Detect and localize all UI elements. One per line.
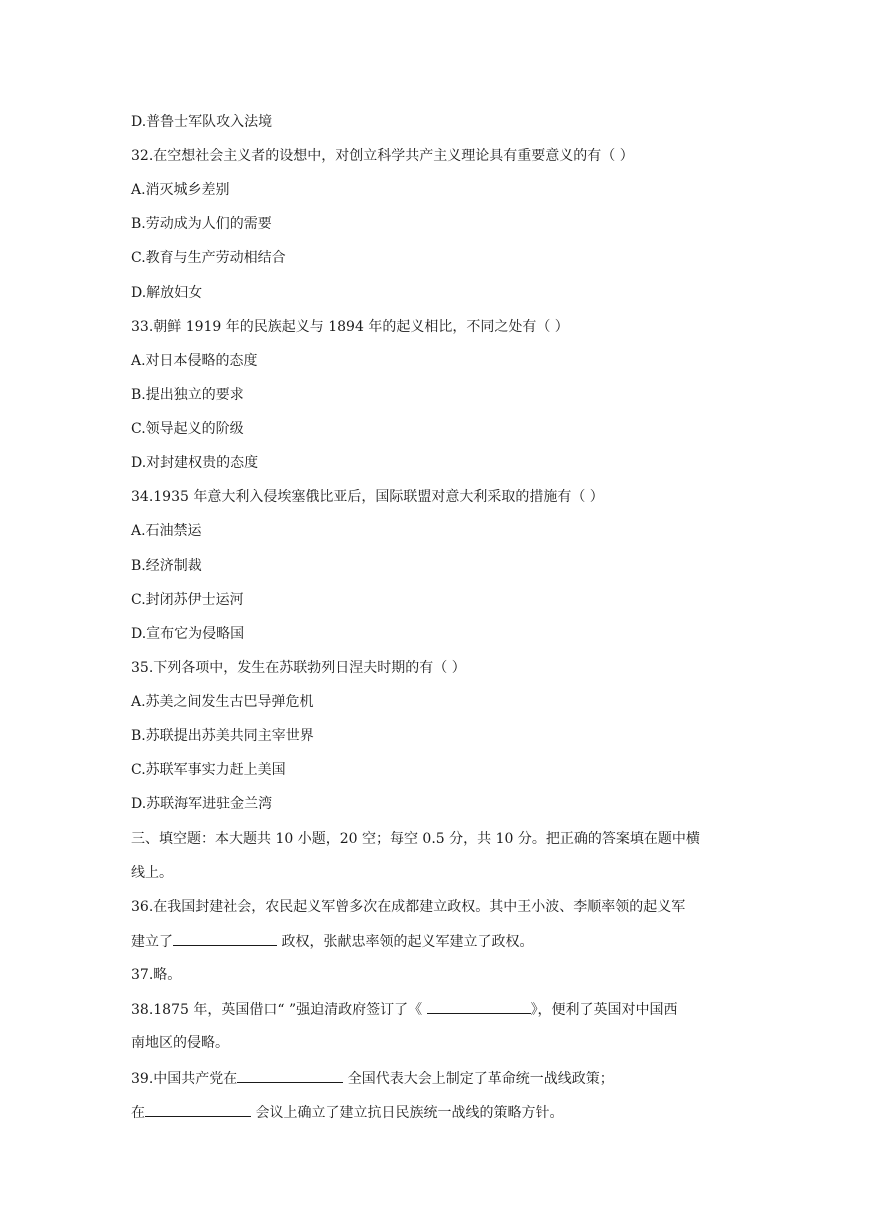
q38-line1-suffix: 》，便利了英国对中国西	[530, 1002, 678, 1018]
section3-heading-line2: 线上。	[131, 865, 173, 881]
q32-stem: 32.在空想社会主义者的设想中，对创立科学共产主义理论具有重要意义的有（ ）	[131, 148, 634, 164]
q32-option-c: C.教育与生产劳动相结合	[131, 250, 286, 266]
q33-option-a: A.对日本侵略的态度	[131, 353, 258, 369]
q32-option-b: B.劳动成为人们的需要	[131, 216, 272, 232]
q38-line2: 南地区的侵略。	[131, 1035, 229, 1051]
q38-line1-prefix: 38.1875 年，英国借口“ ”强迫清政府签订了《	[131, 1002, 427, 1018]
q39-line2	[131, 1102, 563, 1122]
q39-blank-2	[145, 1102, 251, 1117]
q35-option-b: B.苏联提出苏美共同主宰世界	[131, 728, 314, 744]
q33-option-b: B.提出独立的要求	[131, 387, 244, 403]
q39-line1-prefix: 39.中国共产党在	[131, 1071, 238, 1087]
q34-option-b: B.经济制裁	[131, 558, 202, 574]
q34-option-d: D.宣布它为侵略国	[131, 626, 245, 642]
q36-line1: 36.在我国封建社会，农民起义军曾多次在成都建立政权。其中王小波、李顺率领的起义军	[131, 899, 686, 915]
q37-text: 37.略。	[131, 967, 182, 983]
q33-option-c: C.领导起义的阶级	[131, 421, 244, 437]
q39-line1	[131, 1068, 614, 1088]
q31-option-d: D.普鲁士军队攻入法境	[131, 114, 273, 130]
q39-line1-suffix: 全国代表大会上制定了革命统一战线政策；	[343, 1071, 614, 1087]
q32-option-d: D.解放妇女	[131, 285, 203, 301]
q35-stem: 35.下列各项中，发生在苏联勃列日涅夫时期的有（ ）	[131, 660, 466, 676]
q39-blank-1	[237, 1068, 343, 1083]
q38-line1	[131, 999, 678, 1019]
q38-blank-1	[427, 999, 531, 1014]
q39-line2-prefix: 在	[131, 1105, 145, 1121]
section3-heading-line1: 三、填空题：本大题共 10 小题，20 空；每空 0.5 分，共 10 分。把正确的答案填在题中横	[131, 831, 700, 847]
q33-option-d: D.对封建权贵的态度	[131, 455, 259, 471]
q35-option-a: A.苏美之间发生古巴导弹危机	[131, 694, 314, 710]
q33-stem: 33.朝鲜 1919 年的民族起义与 1894 年的起义相比，不同之处有（ ）	[131, 319, 569, 335]
q36-line2-suffix: 政权，张献忠率领的起义军建立了政权。	[277, 934, 534, 950]
q34-stem: 34.1935 年意大利入侵埃塞俄比亚后，国际联盟对意大利采取的措施有（ ）	[131, 489, 604, 505]
q34-option-c: C.封闭苏伊士运河	[131, 592, 244, 608]
q36-line2	[131, 931, 533, 951]
q36-blank-1	[173, 931, 277, 946]
q35-option-d: D.苏联海军进驻金兰湾	[131, 796, 273, 812]
q36-line2-prefix: 建立了	[131, 934, 173, 950]
q32-option-a: A.消灭城乡差别	[131, 182, 230, 198]
q34-option-a: A.石油禁运	[131, 523, 202, 539]
q39-line2-suffix: 会议上确立了建立抗日民族统一战线的策略方针。	[251, 1105, 564, 1121]
q35-option-c: C.苏联军事实力赶上美国	[131, 762, 286, 778]
